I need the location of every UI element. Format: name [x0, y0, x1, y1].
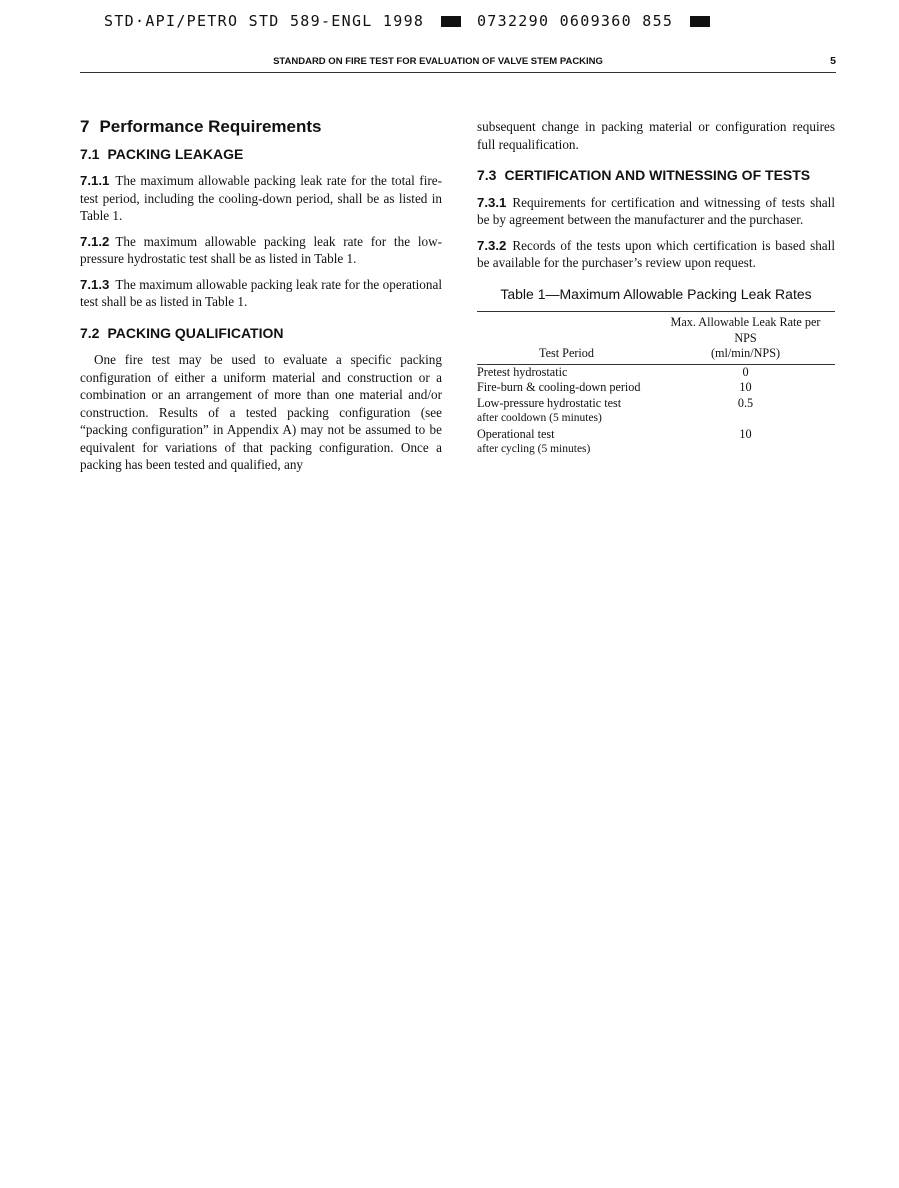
test-period-name: Operational test	[477, 426, 555, 441]
paragraph-text: Requirements for certification and witnessing of tests shall be by agreement between the manufacturer and the purchaser.	[477, 194, 835, 227]
test-period-name: Fire-burn & cooling-down period	[477, 380, 641, 394]
column-header-leak-rate	[656, 312, 835, 365]
table-caption: Table 1—Maximum Allowable Packing Leak Rates	[500, 285, 812, 302]
stamp-block-mark	[690, 16, 710, 27]
leak-rate-value: 10	[739, 380, 752, 394]
test-period-cell	[477, 427, 656, 458]
stamp-text-2: 0732290 0609360 855	[476, 12, 674, 30]
subsection-number: 7.3	[477, 167, 497, 183]
document-id-stamp	[104, 12, 716, 30]
test-period-cell	[477, 364, 656, 380]
subsection-heading-7-3	[477, 167, 835, 185]
test-period-detail: after cycling (5 minutes)	[477, 443, 591, 455]
section-title: Performance Requirements	[99, 117, 322, 136]
header-title: STANDARD ON FIRE TEST FOR EVALUATION OF VALVE STEM PACKING	[273, 56, 603, 67]
test-period-cell	[477, 396, 656, 427]
paragraph-7-1-3	[80, 276, 442, 311]
table-row	[477, 427, 835, 458]
paragraph-text: The maximum allowable packing leak rate for the low-pressure hydrostatic test shall be as listed in Table 1.	[80, 233, 442, 266]
subsection-number: 7.1	[80, 145, 100, 162]
paragraph-number: 7.1.3	[80, 276, 110, 292]
table-row	[477, 380, 835, 396]
paragraph-number: 7.1.1	[80, 173, 110, 188]
table-row	[477, 396, 835, 427]
paragraph-number: 7.3.1	[477, 194, 507, 210]
subsection-number: 7.2	[80, 324, 100, 341]
section-heading	[80, 118, 442, 136]
page-number: 5	[830, 55, 836, 67]
paragraph-text: The maximum allowable packing leak rate for the operational test shall be as listed in Table 1.	[80, 276, 442, 309]
paragraph-7-1-1	[80, 172, 442, 225]
column-header-test-period: Test Period	[539, 346, 594, 360]
table-row	[477, 364, 835, 380]
table-header-row	[477, 312, 835, 365]
subsection-heading-7-1	[80, 146, 442, 164]
paragraph-7-1-2	[80, 233, 442, 268]
column-header-line: (ml/min/NPS)	[710, 346, 781, 360]
subsection-title: CERTIFICATION AND WITNESSING OF TESTS	[504, 167, 811, 183]
stamp-block-mark	[441, 16, 461, 27]
leak-rate-table	[477, 311, 835, 458]
section-number: 7	[80, 117, 90, 136]
test-period-name: Pretest hydrostatic	[477, 364, 568, 379]
leak-rate-value: 0	[742, 364, 749, 379]
paragraph-number: 7.3.2	[477, 237, 507, 253]
left-column	[80, 118, 442, 482]
running-header	[80, 54, 836, 73]
paragraph-7-3-1	[477, 194, 835, 229]
test-period-cell	[477, 380, 656, 396]
paragraph-number: 7.1.2	[80, 233, 110, 249]
paragraph-text: Records of the tests upon which certification is based shall be available for the purchaser’s review upon request.	[477, 237, 835, 270]
stamp-text-1: STD·API/PETRO STD 589-ENGL 1998	[104, 12, 425, 30]
column-header-line: Max. Allowable Leak Rate per	[670, 315, 821, 329]
leak-rate-value: 0.5	[737, 395, 754, 410]
paragraph-text: The maximum allowable packing leak rate for the total fire-test period, including the cooling-down period, shall be as listed in Table 1.	[80, 173, 442, 223]
paragraph-7-2-continued: subsequent change in packing material or configuration requires full requalification.	[477, 119, 835, 152]
subsection-heading-7-2	[80, 325, 442, 343]
leak-rate-value: 10	[739, 426, 752, 441]
test-period-detail: after cooldown (5 minutes)	[477, 412, 602, 424]
column-header-line: NPS	[734, 330, 757, 345]
test-period-name: Low-pressure hydrostatic test	[477, 395, 622, 410]
paragraph-7-2: One fire test may be used to evaluate a specific packing configuration of either a uniform material and construction or a combination or an arrangement of more than one material and/or construction. Results of a tested packing configuration (see “packing configuration” in Appendix A) may not be assumed to be equivalent for variations of that packing configuration. Once a packing has been tested and qualified, any	[80, 352, 442, 472]
subsection-title: PACKING QUALIFICATION	[107, 324, 284, 341]
right-column	[477, 118, 835, 458]
subsection-title: PACKING LEAKAGE	[107, 145, 244, 162]
paragraph-7-3-2	[477, 237, 835, 272]
